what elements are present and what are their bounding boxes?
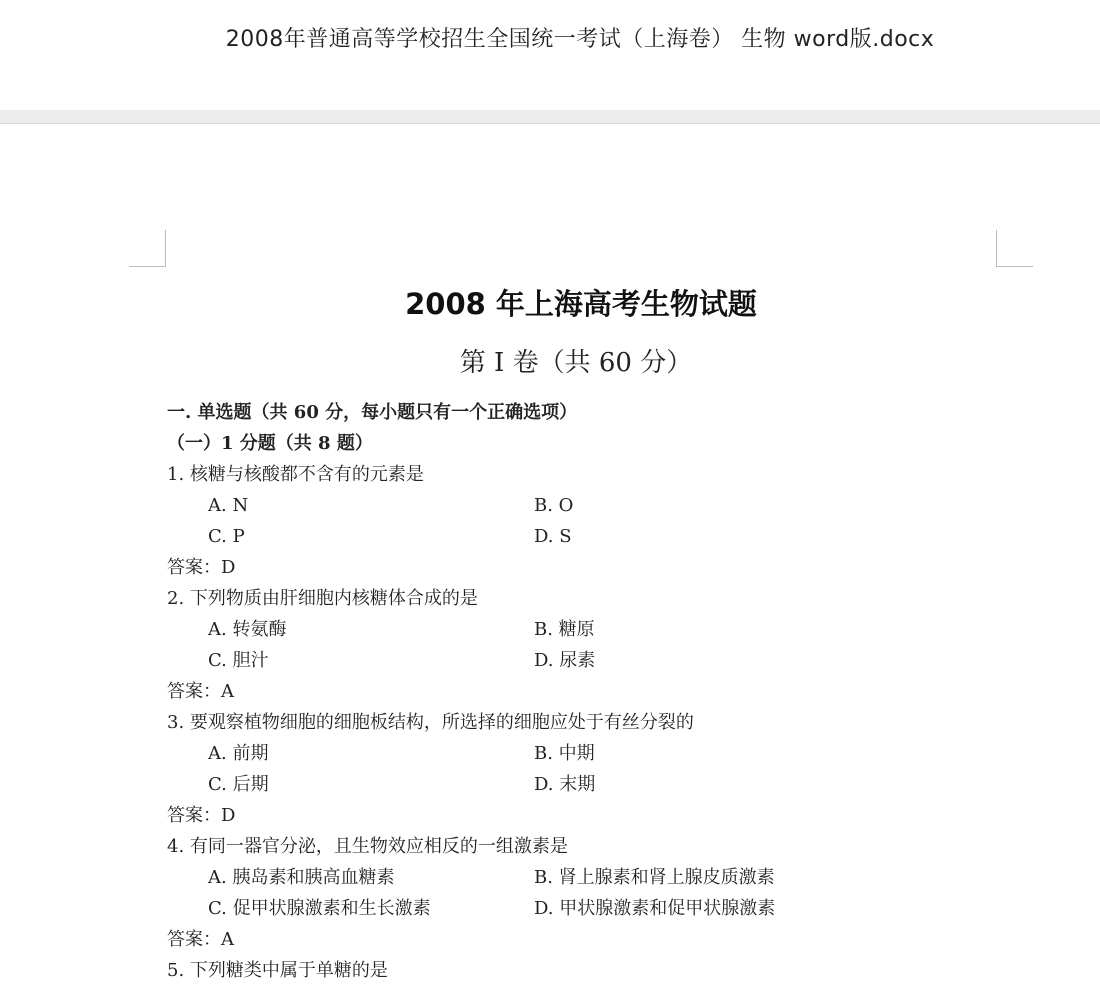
- option-row: [167, 738, 887, 769]
- question-stem: 2. 下列物质由肝细胞内核糖体合成的是: [167, 588, 478, 609]
- option: D. 甲状腺激素和促甲状腺激素: [534, 898, 776, 919]
- option: A. 转氨酶: [208, 619, 287, 640]
- option-row: [167, 614, 887, 645]
- option: B. O: [534, 495, 574, 516]
- option: D. 尿素: [534, 650, 596, 671]
- option: C. 促甲状腺激素和生长激素: [208, 898, 431, 919]
- option: B. 糖原: [534, 619, 595, 640]
- question-stem: 5. 下列糖类中属于单糖的是: [167, 960, 388, 981]
- option: A. 前期: [208, 743, 269, 764]
- answer-line: 答案：D: [167, 805, 236, 826]
- document-title: 2008 年上海高考生物试题: [405, 287, 757, 321]
- document-subtitle: 第 I 卷（共 60 分）: [459, 348, 693, 378]
- option: B. 肾上腺素和肾上腺皮质激素: [534, 867, 775, 888]
- option: C. P: [208, 526, 245, 547]
- option: A. N: [208, 495, 249, 516]
- option: D. 末期: [534, 774, 596, 795]
- option-row: [167, 521, 887, 552]
- title-bar: [0, 0, 1100, 110]
- answer-line: 答案：A: [167, 929, 234, 950]
- option: A. 胰岛素和胰高血糖素: [208, 867, 395, 888]
- option-row: [167, 893, 887, 924]
- question-stem: 3. 要观察植物细胞的细胞板结构，所选择的细胞应处于有丝分裂的: [167, 712, 694, 733]
- subsection-heading: （一）1 分题（共 8 题）: [167, 433, 373, 454]
- question-stem: 1. 核糖与核酸都不含有的元素是: [167, 464, 424, 485]
- option-row: [167, 645, 887, 676]
- question-stem: 4. 有同一器官分泌，且生物效应相反的一组激素是: [167, 836, 568, 857]
- option-row: [167, 490, 887, 521]
- section-heading: 一. 单选题（共 60 分，每小题只有一个正确选项）: [167, 402, 578, 423]
- option: C. 后期: [208, 774, 269, 795]
- margin-corner-mark-left: [129, 230, 166, 267]
- answer-line: 答案：A: [167, 681, 234, 702]
- option: C. 胆汁: [208, 650, 269, 671]
- answer-line: 答案：D: [167, 557, 236, 578]
- option-row: [167, 769, 887, 800]
- margin-corner-mark-right: [996, 230, 1033, 267]
- toolbar-divider: [0, 110, 1100, 124]
- document-filename: 2008年普通高等学校招生全国统一考试（上海卷） 生物 word版.docx: [225, 27, 935, 52]
- document-body[interactable]: [167, 397, 887, 986]
- option-row: [167, 862, 887, 893]
- option: D. S: [534, 526, 572, 547]
- option: B. 中期: [534, 743, 595, 764]
